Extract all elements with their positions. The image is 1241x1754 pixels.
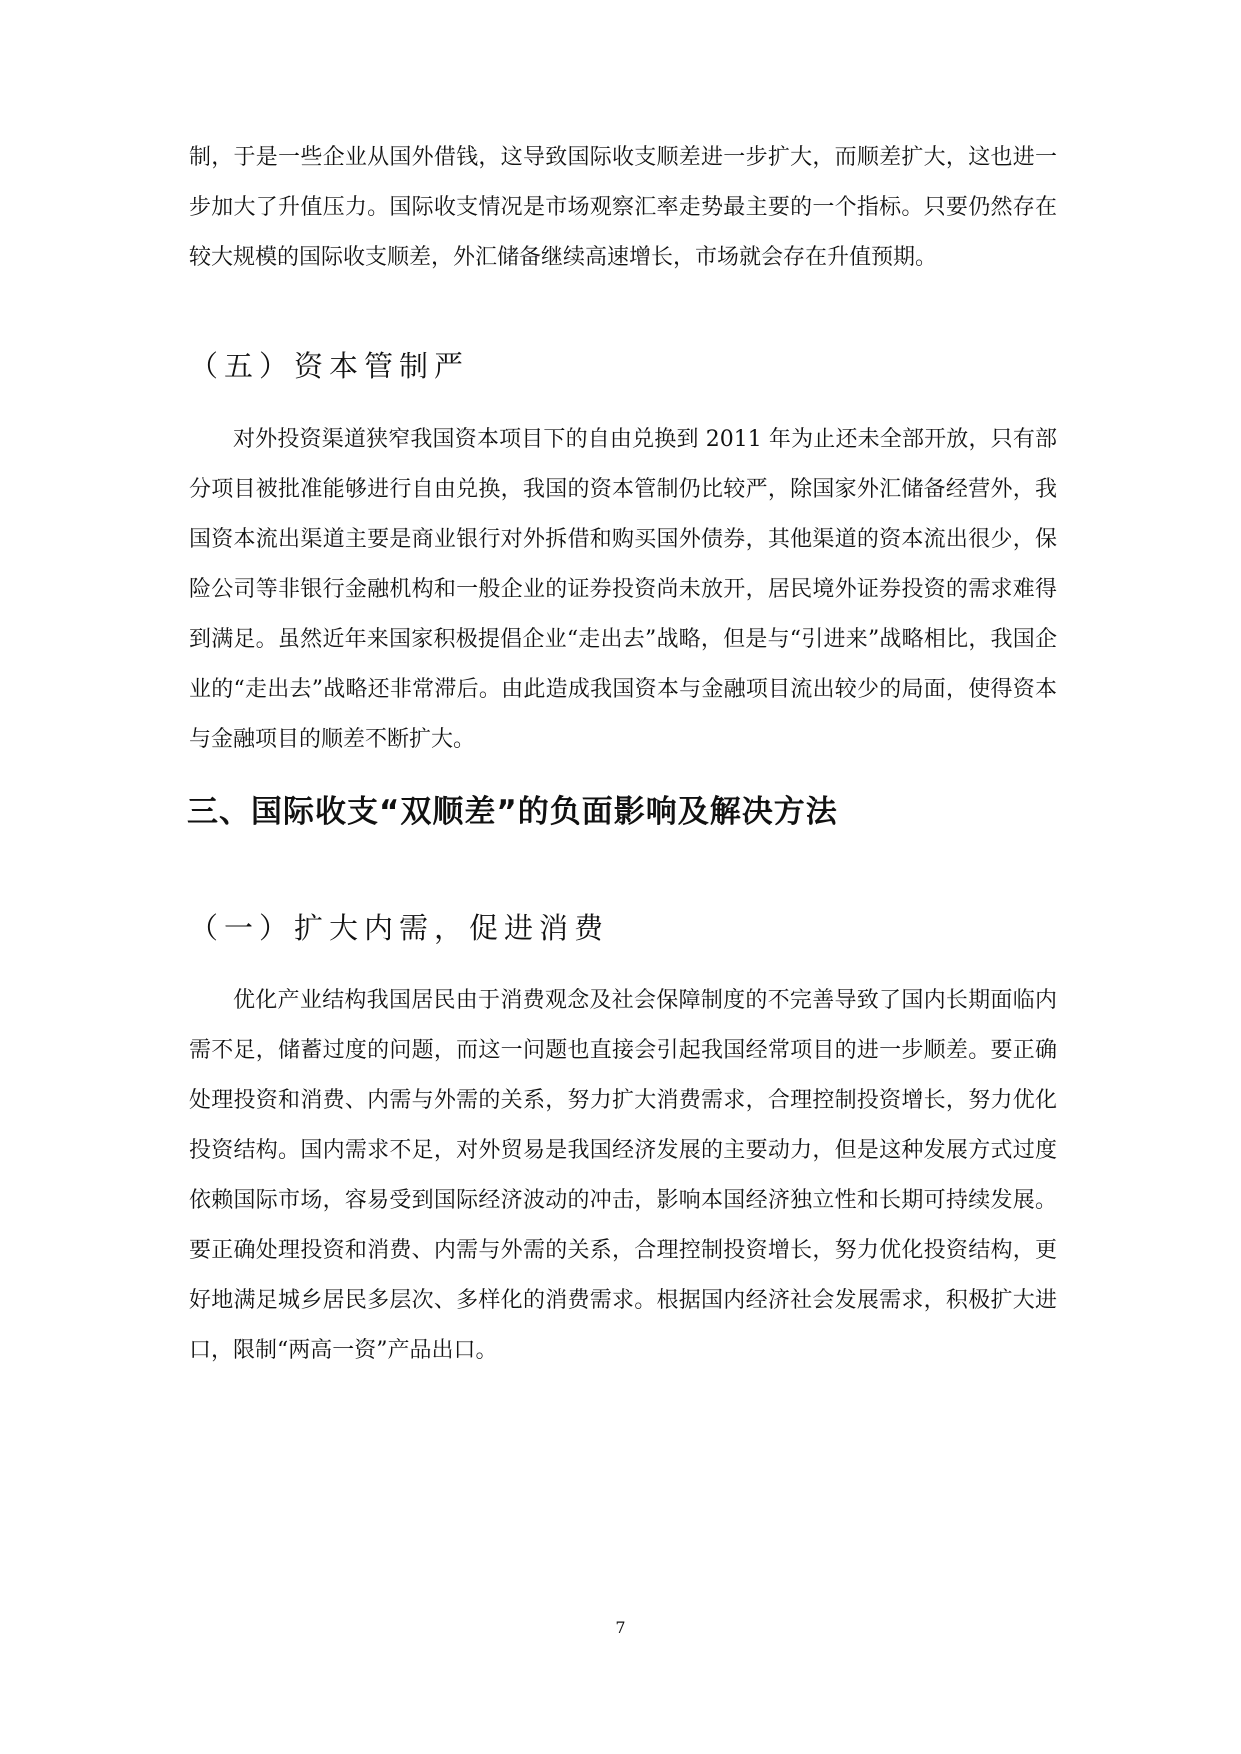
paragraph-investment-channels: 对外投资渠道狭窄我国资本项目下的自由兑换到 2011 年为止还未全部开放，只有部分项目被批准能够进行自由兑换，我国的资本管制仍比较严，除国家外汇储备经营外，我国资本流出渠道主要是商业银行对外拆借和购买国外债券，其他渠道的资本流出很少，保险公司等非银行金融机构和一般企业的证券投资尚未放开，居民境外证券投资的需求难得到满足。虽然近年来国家积极提倡企业“走出去”战略，但是与“引进来”战略相比，我国企业的“走出去”战略还非常滞后。由此造成我国资本与金融项目流出较少的局面，使得资本与金融项目的顺差不断扩大。 (189, 427, 1057, 752)
subheading-expand-demand: （一）扩大内需，促进消费 (189, 911, 610, 945)
paragraph-industrial-structure: 优化产业结构我国居民由于消费观念及社会保障制度的不完善导致了国内长期面临内需不足，储蓄过度的问题，而这一问题也直接会引起我国经常项目的进一步顺差。要正确处理投资和消费、内需与外需的关系，努力扩大消费需求，合理控制投资增长，努力优化投资结构。国内需求不足，对外贸易是我国经济发展的主要动力，但是这种发展方式过度依赖国际市场，容易受到国际经济波动的冲击，影响本国经济独立性和长期可持续发展。要正确处理投资和消费、内需与外需的关系，合理控制投资增长，努力优化投资结构，更好地满足城乡居民多层次、多样化的消费需求。根据国内经济社会发展需求，积极扩大进口，限制“两高一资”产品出口。 (189, 988, 1057, 1363)
section-heading-three: 三、国际收支“双顺差”的负面影响及解决方法 (187, 794, 838, 830)
page-number: 7 (615, 1618, 626, 1637)
paragraph-continued: 制，于是一些企业从国外借钱，这导致国际收支顺差进一步扩大，而顺差扩大，这也进一步加大了升值压力。国际收支情况是市场观察汇率走势最主要的一个指标。只要仍然存在较大规模的国际收支顺差，外汇储备继续高速增长，市场就会存在升值预期。 (189, 145, 1057, 270)
subheading-capital-control: （五）资本管制严 (189, 349, 470, 383)
